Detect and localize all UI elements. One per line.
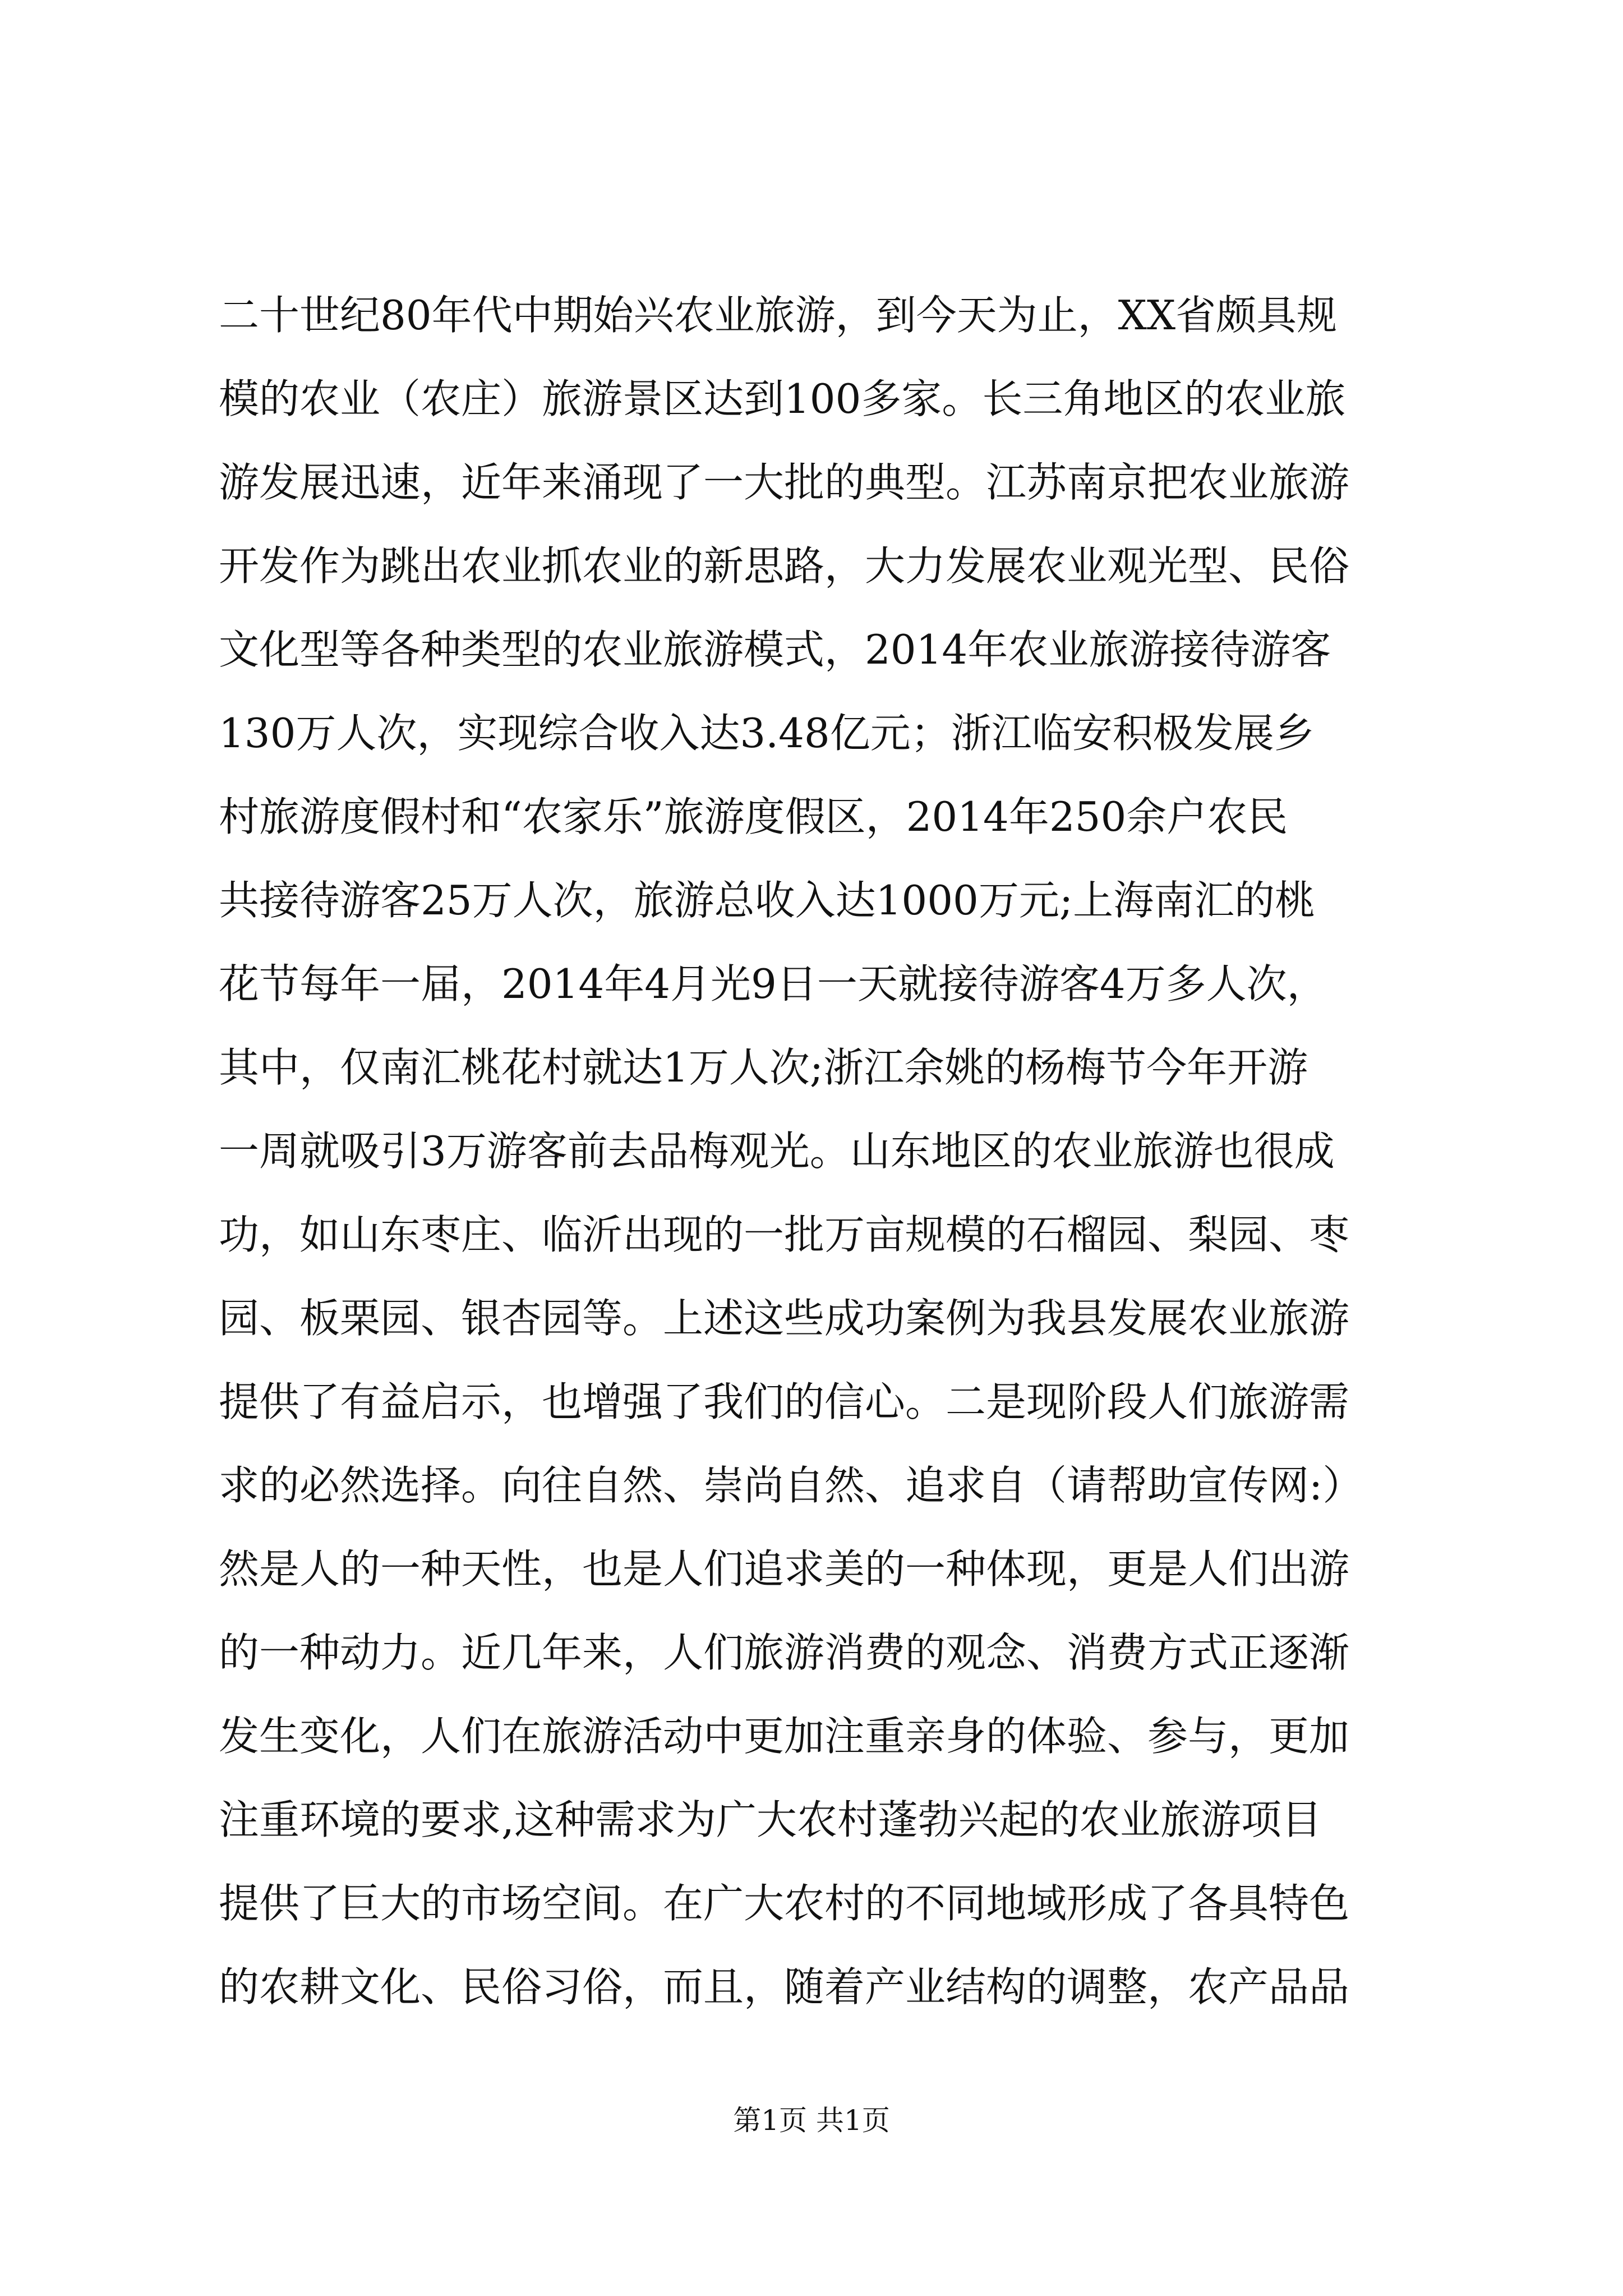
page-number-label: 第1页 共1页 <box>733 2104 890 2137</box>
text-line: 二十世纪80年代中期始兴农业旅游，到今天为止，XX省颇具规 <box>219 292 1338 339</box>
text-line: 游发展迅速，近年来涌现了一大批的典型。江苏南京把农业旅游 <box>219 459 1350 506</box>
text-line: 注重环境的要求,这种需求为广大农村蓬勃兴起的农业旅游项目 <box>219 1796 1322 1843</box>
text-line: 的一种动力。近几年来，人们旅游消费的观念、消费方式正逐渐 <box>219 1629 1350 1676</box>
text-line: 村旅游度假村和“农家乐”旅游度假区，2014年250余户农民 <box>219 793 1288 840</box>
text-line: 其中，仅南汇桃花村就达1万人次;浙江余姚的杨梅节今年开游 <box>219 1044 1308 1091</box>
text-line: 文化型等各种类型的农业旅游模式，2014年农业旅游接待游客 <box>219 626 1331 673</box>
body-text <box>219 274 1413 2029</box>
text-line: 发生变化，人们在旅游活动中更加注重亲身的体验、参与，更加 <box>219 1713 1350 1760</box>
text-line: 130万人次，实现综合收入达3.48亿元；浙江临安积极发展乡 <box>219 710 1315 757</box>
text-line: 园、板栗园、银杏园等。上述这些成功案例为我县发展农业旅游 <box>219 1295 1350 1342</box>
text-line: 提供了有益启示，也增强了我们的信心。二是现阶段人们旅游需 <box>219 1378 1350 1425</box>
page-footer <box>0 2098 1623 2138</box>
text-line: 共接待游客25万人次，旅游总收入达1000万元;上海南汇的桃 <box>219 877 1316 924</box>
text-line: 花节每年一届，2014年4月光9日一天就接待游客4万多人次， <box>219 960 1327 1007</box>
text-line: 然是人的一种天性，也是人们追求美的一种体现，更是人们出游 <box>219 1545 1350 1593</box>
text-line: 开发作为跳出农业抓农业的新思路，大力发展农业观光型、民俗 <box>219 542 1350 590</box>
text-line: 提供了巨大的市场空间。在广大农村的不同地域形成了各具特色 <box>219 1880 1350 1927</box>
text-line: 一周就吸引3万游客前去品梅观光。山东地区的农业旅游也很成 <box>219 1128 1335 1175</box>
text-line: 的农耕文化、民俗习俗，而且，随着产业结构的调整，农产品品 <box>219 1963 1350 2010</box>
text-line: 功，如山东枣庄、临沂出现的一批万亩规模的石榴园、梨园、枣 <box>219 1211 1350 1258</box>
text-line: 模的农业（农庄）旅游景区达到100多家。长三角地区的农业旅 <box>219 375 1346 422</box>
text-line: 求的必然选择。向往自然、崇尚自然、追求自（请帮助宣传网:） <box>219 1462 1363 1509</box>
